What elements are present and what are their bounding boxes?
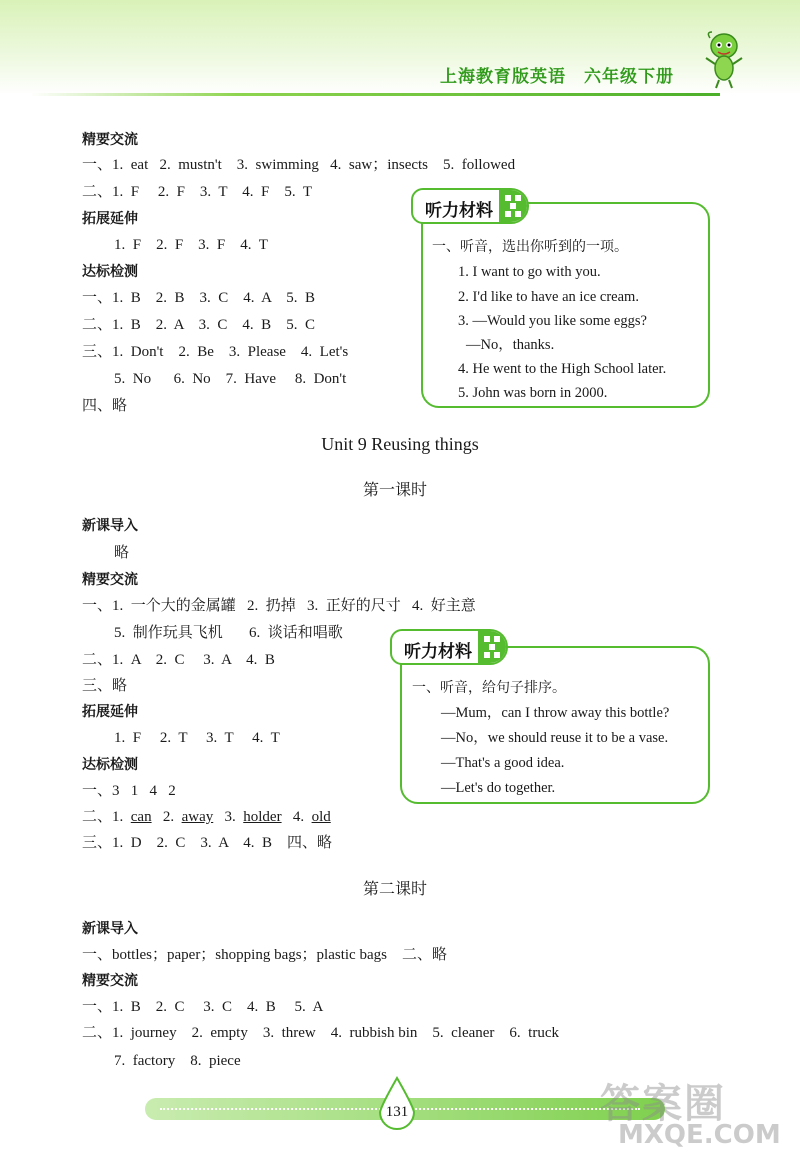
answer-line: 一、bottles；paper；shopping bags；plastic bags 二、略 xyxy=(82,947,447,963)
lesson-title: 第一课时 xyxy=(362,482,427,499)
heading-jingyao: 精要交流 xyxy=(82,572,138,588)
listening-item: —Mum，can I throw away this bottle? xyxy=(441,705,670,721)
listening-item: 1. I want to go with you. xyxy=(458,264,601,280)
listening-item: —No，thanks. xyxy=(466,337,555,353)
answer-line: 一、1. B 2. C 3. C 4. B 5. A xyxy=(82,999,324,1015)
tab-pattern-icon xyxy=(499,190,527,222)
listening-item: 3. —Would you like some eggs? xyxy=(458,313,647,329)
underlined-answer: can xyxy=(130,809,152,825)
heading-jingyao: 精要交流 xyxy=(82,973,138,989)
answer-line: 三、1. D 2. C 3. A 4. B 四、略 xyxy=(82,835,333,851)
answer-line: 一、1. 一个大的金属罐 2. 扔掉 3. 正好的尺寸 4. 好主意 xyxy=(82,598,476,614)
heading-tuozhan: 拓展延伸 xyxy=(82,704,138,720)
heading-jingyao: 精要交流 xyxy=(82,132,138,148)
header-band xyxy=(0,0,800,95)
listening-item: 5. John was born in 2000. xyxy=(458,385,608,401)
tab-pattern-icon xyxy=(478,631,506,663)
heading-dabiao: 达标检测 xyxy=(82,757,138,773)
lesson-title: 第二课时 xyxy=(362,881,427,898)
answer-line: 5. 制作玩具飞机 6. 谈话和唱歌 xyxy=(114,625,343,641)
answer-line: 1. F 2. T 3. T 4. T xyxy=(114,730,280,746)
unit-title: Unit 9 Reusing things xyxy=(321,434,479,454)
listening-item: 2. I'd like to have an ice cream. xyxy=(458,289,639,305)
page-number: 131 xyxy=(385,1104,409,1120)
listening-tab xyxy=(390,629,508,665)
mascot-icon xyxy=(700,30,748,90)
heading-xinke: 新课导入 xyxy=(82,921,138,937)
heading-dabiao: 达标检测 xyxy=(82,264,138,280)
listening-item: —That's a good idea. xyxy=(441,755,565,771)
answer-line: 一、1. eat 2. mustn't 3. swimming 4. saw；insects 5. followed xyxy=(82,157,516,173)
answer-prefix: 3. xyxy=(213,809,244,825)
heading-tuozhan: 拓展延伸 xyxy=(82,211,138,227)
answer-prefix: 4. xyxy=(281,809,312,825)
answer-line: 5. No 6. No 7. Have 8. Don't xyxy=(114,371,347,387)
answer-line: 三、1. Don't 2. Be 3. Please 4. Let's xyxy=(82,344,349,360)
underlined-answer: old xyxy=(311,809,331,825)
answer-line: 二、1. B 2. A 3. C 4. B 5. C xyxy=(82,317,315,333)
watermark-url: MXQE.COM xyxy=(618,1120,781,1150)
answer-line: 7. factory 8. piece xyxy=(114,1053,241,1069)
underlined-answer: holder xyxy=(243,809,282,825)
answer-line: 二、1. A 2. C 3. A 4. B xyxy=(82,652,275,668)
listening-item: 4. He went to the High School later. xyxy=(458,361,667,377)
answer-line: 1. F 2. F 3. F 4. T xyxy=(114,237,268,253)
listening-tab xyxy=(411,188,529,224)
answer-line: 二、1. F 2. F 3. T 4. F 5. T xyxy=(82,184,313,200)
listening-item: —No，we should reuse it to be a vase. xyxy=(441,730,669,746)
answer-line: 一、3 1 4 2 xyxy=(82,783,176,799)
answer-prefix: 二、1. xyxy=(82,809,131,825)
answer-prefix: 2. xyxy=(151,809,182,825)
header-rule xyxy=(30,93,720,96)
answer-line: 略 xyxy=(114,545,130,561)
listening-tab-label: 听力材料 xyxy=(404,642,472,662)
answer-line xyxy=(82,808,331,826)
book-title: 上海教育版英语 六年级下册 xyxy=(440,67,674,87)
answer-line: 一、1. B 2. B 3. C 4. A 5. B xyxy=(82,290,315,306)
heading-xinke: 新课导入 xyxy=(82,518,138,534)
underlined-answer: away xyxy=(181,809,214,825)
listening-instruction: 一、听音，给句子排序。 xyxy=(412,680,566,696)
answer-line: 二、1. journey 2. empty 3. threw 4. rubbish bin 5. cleaner 6. truck xyxy=(82,1025,559,1041)
answer-line: 四、略 xyxy=(82,398,128,414)
listening-item: —Let's do together. xyxy=(441,780,556,796)
answer-line: 三、略 xyxy=(82,678,128,694)
listening-tab-label: 听力材料 xyxy=(425,201,493,221)
listening-instruction: 一、听音，选出你听到的一项。 xyxy=(432,239,628,255)
watermark: 答案圈 xyxy=(600,1081,726,1127)
